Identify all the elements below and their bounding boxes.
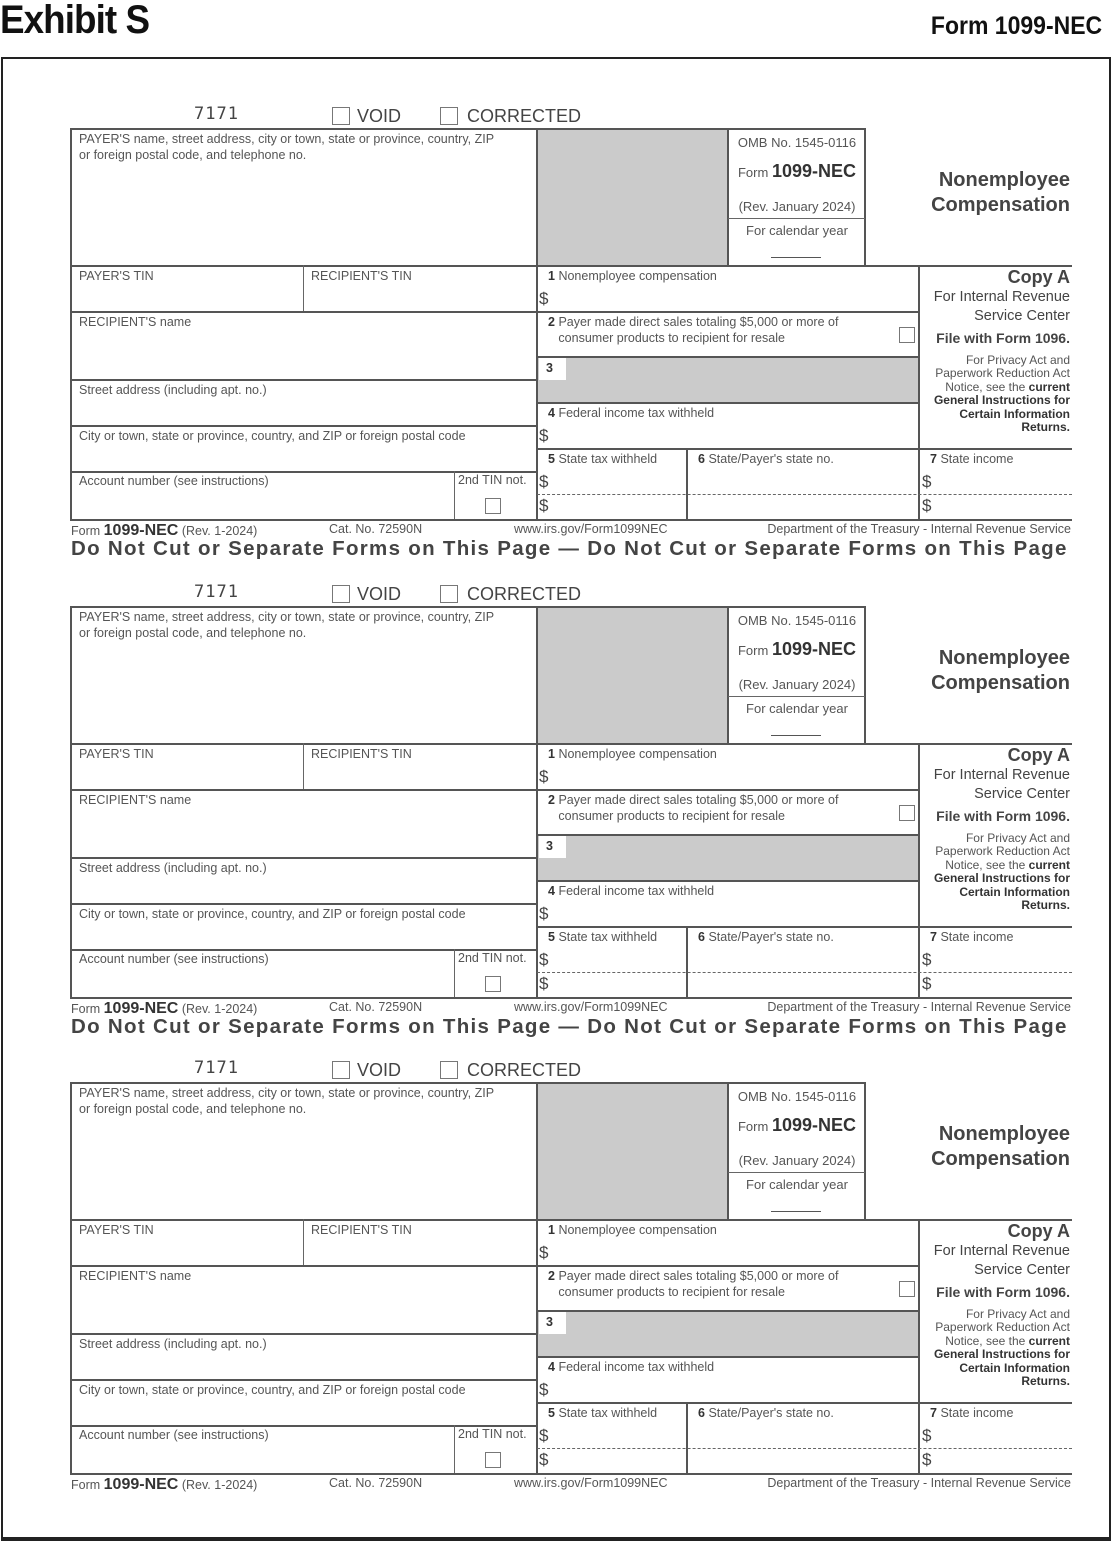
box5-label: 5 State tax withheld	[548, 1406, 658, 1420]
form-1099-nec-copy	[0, 1056, 1112, 1526]
box6-field-2[interactable]	[690, 496, 916, 518]
box3-label: 3	[546, 1315, 553, 1329]
calendar-year-label: For calendar year	[746, 701, 848, 716]
recipient-tin-field[interactable]	[305, 284, 535, 310]
dollar-sign: $	[539, 289, 549, 308]
corrected-checkbox[interactable]	[440, 107, 458, 125]
box1-field[interactable]	[552, 763, 916, 788]
dollar-sign: $	[539, 426, 549, 445]
box3-shaded	[538, 1311, 919, 1356]
void-checkbox[interactable]	[332, 585, 350, 603]
payer-name-label: PAYER'S name, street address, city or town, state or province, country, ZIP or foreign postal code, and telephone no.	[79, 1086, 495, 1116]
recipient-tin-label: RECIPIENT'S TIN	[311, 747, 412, 761]
box2-label: 2 Payer made direct sales totaling $5,000 or more of consumer products to recipient for resale	[548, 1269, 839, 1299]
recipient-name-field[interactable]	[72, 1284, 535, 1332]
payer-name-field[interactable]	[72, 160, 534, 263]
payer-tin-field[interactable]	[72, 1238, 302, 1264]
box6-field-1[interactable]	[690, 469, 916, 493]
box6-label: 6 State/Payer's state no.	[698, 1406, 834, 1420]
box5-field-1[interactable]	[552, 947, 684, 971]
box7-field-2[interactable]	[935, 974, 1071, 996]
street-address-label: Street address (including apt. no.)	[79, 383, 267, 397]
payer-tin-label: PAYER'S TIN	[79, 269, 154, 283]
do-not-cut-notice: Do Not Cut or Separate Forms on This Page — Do Not Cut or Separate Forms on This Page	[71, 537, 1068, 560]
street-address-field[interactable]	[72, 398, 535, 424]
form-1099-nec-copy	[0, 102, 1112, 572]
box4-label: 4 Federal income tax withheld	[548, 406, 715, 420]
dollar-sign: $	[539, 1380, 549, 1399]
form-name: Form 1099-NEC	[737, 161, 856, 181]
dollar-sign: $	[539, 950, 549, 969]
form-footer: Form 1099-NEC (Rev. 1-2024) Cat. No. 72590N www.irs.gov/Form1099NEC Department of the Treasury - Internal Revenue Service	[71, 522, 1071, 539]
copy-a-panel: Copy A For Internal Revenue Service Center File with Form 1096. For Privacy Act and Paperwork Reduction Act Notice, see the current General Instructions for Certain Information Returns.	[933, 745, 1070, 913]
recipient-name-label: RECIPIENT'S name	[79, 793, 192, 807]
calendar-year-field[interactable]	[771, 257, 821, 258]
dollar-sign: $	[539, 496, 549, 515]
city-field[interactable]	[72, 1398, 535, 1424]
omb-number: OMB No. 1545-0116	[737, 135, 857, 150]
street-address-field[interactable]	[72, 876, 535, 902]
page-form-title: Form 1099-NEC	[930, 12, 1102, 40]
corrected-label: CORRECTED	[467, 106, 582, 126]
copy-a-panel: Copy A For Internal Revenue Service Center File with Form 1096. For Privacy Act and Paperwork Reduction Act Notice, see the current General Instructions for Certain Information Returns.	[933, 1221, 1070, 1389]
void-checkbox[interactable]	[332, 1061, 350, 1079]
box5-label: 5 State tax withheld	[548, 930, 658, 944]
box2-label: 2 Payer made direct sales totaling $5,000 or more of consumer products to recipient for resale	[548, 315, 839, 345]
box5-field-1[interactable]	[552, 469, 684, 493]
box5-field-2[interactable]	[552, 974, 684, 996]
form-code: 7171	[194, 1058, 239, 1078]
box1-field[interactable]	[552, 285, 916, 310]
box6-label: 6 State/Payer's state no.	[698, 452, 834, 466]
account-number-label: Account number (see instructions)	[79, 1428, 269, 1442]
form-title: Nonemployee Compensation	[931, 647, 1070, 694]
second-tin-label: 2nd TIN not.	[458, 951, 527, 965]
form-1099-nec-copy	[0, 580, 1112, 1050]
street-address-field[interactable]	[72, 1352, 535, 1378]
recipient-name-label: RECIPIENT'S name	[79, 315, 192, 329]
dollar-sign: $	[539, 974, 549, 993]
box2-checkbox[interactable]	[899, 805, 915, 821]
calendar-year-label: For calendar year	[746, 1177, 848, 1192]
box3-label: 3	[546, 361, 553, 375]
street-address-label: Street address (including apt. no.)	[79, 861, 267, 875]
form-footer: Form 1099-NEC (Rev. 1-2024) Cat. No. 72590N www.irs.gov/Form1099NEC Department of the Treasury - Internal Revenue Service	[71, 1000, 1071, 1017]
calendar-year-field[interactable]	[771, 1211, 821, 1212]
corrected-label: CORRECTED	[467, 1060, 582, 1080]
revision: (Rev. January 2024)	[738, 677, 856, 692]
city-label: City or town, state or province, country, and ZIP or foreign postal code	[79, 1383, 466, 1397]
shaded-area	[538, 1083, 728, 1219]
box5-label: 5 State tax withheld	[548, 452, 658, 466]
second-tin-label: 2nd TIN not.	[458, 473, 527, 487]
omb-number: OMB No. 1545-0116	[737, 1089, 857, 1104]
box2-checkbox[interactable]	[899, 1281, 915, 1297]
box6-field-1[interactable]	[690, 947, 916, 971]
corrected-label: CORRECTED	[467, 584, 582, 604]
city-label: City or town, state or province, country, and ZIP or foreign postal code	[79, 429, 466, 443]
form-footer: Form 1099-NEC (Rev. 1-2024) Cat. No. 72590N www.irs.gov/Form1099NEC Department of the Treasury - Internal Revenue Service	[71, 1476, 1071, 1493]
shaded-area	[538, 607, 728, 743]
city-field[interactable]	[72, 922, 535, 948]
dollar-sign: $	[539, 767, 549, 786]
second-tin-checkbox[interactable]	[485, 1452, 501, 1468]
box7-label: 7 State income	[930, 452, 1014, 466]
form-code: 7171	[194, 582, 239, 602]
box2-label: 2 Payer made direct sales totaling $5,000 or more of consumer products to recipient for resale	[548, 793, 839, 823]
dollar-sign: $	[539, 1243, 549, 1262]
second-tin-checkbox[interactable]	[485, 976, 501, 992]
box7-field-1[interactable]	[935, 469, 1071, 493]
do-not-cut-notice: Do Not Cut or Separate Forms on This Page — Do Not Cut or Separate Forms on This Page	[71, 1015, 1068, 1038]
void-label: VOID	[357, 106, 402, 126]
revision: (Rev. January 2024)	[738, 1153, 856, 1168]
recipient-name-field[interactable]	[72, 808, 535, 856]
calendar-year-field[interactable]	[771, 735, 821, 736]
recipient-tin-label: RECIPIENT'S TIN	[311, 269, 412, 283]
payer-tin-label: PAYER'S TIN	[79, 747, 154, 761]
revision: (Rev. January 2024)	[738, 199, 856, 214]
box6-field-2[interactable]	[690, 1450, 916, 1472]
exhibit-title: Exhibit S	[0, 0, 150, 42]
recipient-name-field[interactable]	[72, 330, 535, 378]
box7-label: 7 State income	[930, 930, 1014, 944]
copy-a-panel: Copy A For Internal Revenue Service Center File with Form 1096. For Privacy Act and Paperwork Reduction Act Notice, see the current General Instructions for Certain Information Returns.	[933, 267, 1070, 435]
dollar-sign: $	[922, 1426, 932, 1445]
box4-field[interactable]	[552, 900, 916, 925]
payer-tin-field[interactable]	[72, 762, 302, 788]
box4-field[interactable]	[552, 422, 916, 447]
form-title: Nonemployee Compensation	[931, 1123, 1070, 1170]
second-tin-label: 2nd TIN not.	[458, 1427, 527, 1441]
city-label: City or town, state or province, country, and ZIP or foreign postal code	[79, 907, 466, 921]
box7-field-1[interactable]	[935, 1423, 1071, 1447]
box6-field-2[interactable]	[690, 974, 916, 996]
void-label: VOID	[357, 1060, 402, 1080]
dollar-sign: $	[539, 1426, 549, 1445]
account-number-field[interactable]	[72, 967, 452, 996]
payer-tin-label: PAYER'S TIN	[79, 1223, 154, 1237]
city-field[interactable]	[72, 444, 535, 470]
recipient-tin-label: RECIPIENT'S TIN	[311, 1223, 412, 1237]
corrected-checkbox[interactable]	[440, 1061, 458, 1079]
box2-checkbox[interactable]	[899, 327, 915, 343]
box5-field-2[interactable]	[552, 496, 684, 518]
box7-field-1[interactable]	[935, 947, 1071, 971]
payer-name-label: PAYER'S name, street address, city or town, state or province, country, ZIP or foreign postal code, and telephone no.	[79, 132, 495, 162]
form-code: 7171	[194, 104, 239, 124]
box7-field-2[interactable]	[935, 496, 1071, 518]
second-tin-checkbox[interactable]	[485, 498, 501, 514]
box4-field[interactable]	[552, 1376, 916, 1401]
form-title: Nonemployee Compensation	[931, 169, 1070, 216]
recipient-name-label: RECIPIENT'S name	[79, 1269, 192, 1283]
account-number-label: Account number (see instructions)	[79, 952, 269, 966]
shaded-area	[538, 129, 728, 265]
void-checkbox[interactable]	[332, 107, 350, 125]
dollar-sign: $	[922, 496, 932, 515]
box6-label: 6 State/Payer's state no.	[698, 930, 834, 944]
form-name: Form 1099-NEC	[737, 1115, 856, 1135]
box7-label: 7 State income	[930, 1406, 1014, 1420]
box4-label: 4 Federal income tax withheld	[548, 1360, 715, 1374]
box5-field-2[interactable]	[552, 1450, 684, 1472]
corrected-checkbox[interactable]	[440, 585, 458, 603]
dollar-sign: $	[922, 974, 932, 993]
dollar-sign: $	[922, 1450, 932, 1469]
dollar-sign: $	[539, 1450, 549, 1469]
box1-label: 1 Nonemployee compensation	[548, 1223, 717, 1237]
box3-shaded	[538, 835, 919, 880]
payer-tin-field[interactable]	[72, 284, 302, 310]
account-number-field[interactable]	[72, 1443, 452, 1472]
recipient-tin-field[interactable]	[305, 1238, 535, 1264]
dollar-sign: $	[922, 950, 932, 969]
payer-name-label: PAYER'S name, street address, city or town, state or province, country, ZIP or foreign postal code, and telephone no.	[79, 610, 495, 640]
account-number-field[interactable]	[72, 489, 452, 518]
calendar-year-label: For calendar year	[746, 223, 848, 238]
box3-shaded	[538, 357, 919, 402]
box1-field[interactable]	[552, 1239, 916, 1264]
account-number-label: Account number (see instructions)	[79, 474, 269, 488]
dollar-sign: $	[539, 472, 549, 491]
box1-label: 1 Nonemployee compensation	[548, 269, 717, 283]
box1-label: 1 Nonemployee compensation	[548, 747, 717, 761]
void-label: VOID	[357, 584, 402, 604]
dollar-sign: $	[922, 472, 932, 491]
recipient-tin-field[interactable]	[305, 762, 535, 788]
street-address-label: Street address (including apt. no.)	[79, 1337, 267, 1351]
box5-field-1[interactable]	[552, 1423, 684, 1447]
box4-label: 4 Federal income tax withheld	[548, 884, 715, 898]
form-name: Form 1099-NEC	[737, 639, 856, 659]
omb-number: OMB No. 1545-0116	[737, 613, 857, 628]
payer-name-field[interactable]	[72, 1114, 534, 1217]
payer-name-field[interactable]	[72, 638, 534, 741]
box3-label: 3	[546, 839, 553, 853]
box7-field-2[interactable]	[935, 1450, 1071, 1472]
box6-field-1[interactable]	[690, 1423, 916, 1447]
dollar-sign: $	[539, 904, 549, 923]
